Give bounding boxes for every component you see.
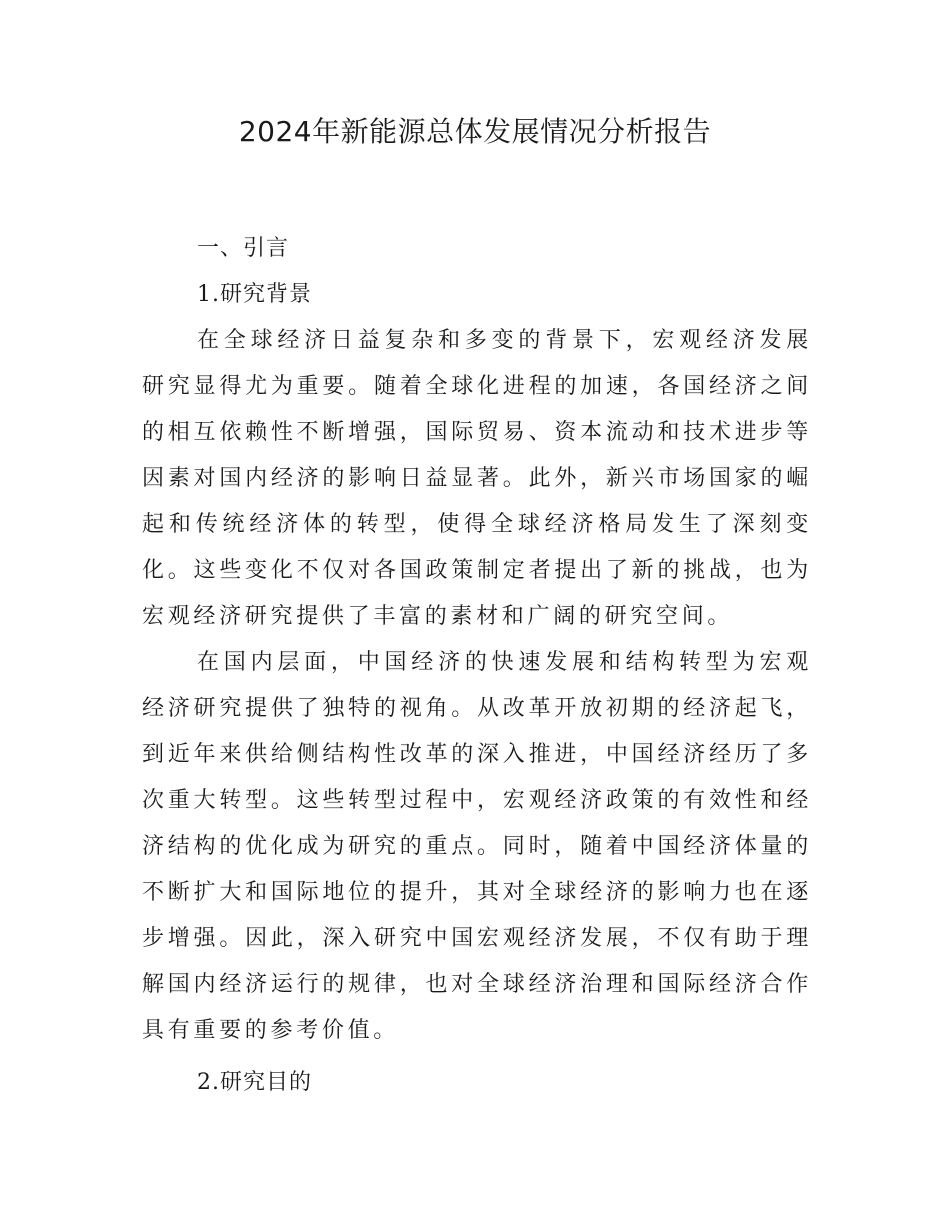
document-title: 2024年新能源总体发展情况分析报告 bbox=[238, 115, 712, 148]
paragraph-background-1: 在全球经济日益复杂和多变的背景下，宏观经济发展研究显得尤为重要。随着全球化进程的加速，各国经济之间的相互依赖性不断增强，国际贸易、资本流动和技术进步等因素对国内经济的影响日益显著。此外，新兴市场国家的崛起和传统经济体的转型，使得全球经济格局发生了深刻变化。这些变化不仅对各国政策制定者提出了新的挑战，也为宏观经济研究提供了丰富的素材和广阔的研究空间。 bbox=[142, 328, 812, 629]
paragraph-background-2: 在国内层面，中国经济的快速发展和结构转型为宏观经济研究提供了独特的视角。从改革开放初期的经济起飞，到近年来供给侧结构性改革的深入推进，中国经济经历了多次重大转型。这些转型过程中，宏观经济政策的有效性和经济结构的优化成为研究的重点。同时，随着中国经济体量的不断扩大和国际地位的提升，其对全球经济的影响力也在逐步增强。因此，深入研究中国宏观经济发展，不仅有助于理解国内经济运行的规律，也对全球经济治理和国际经济合作具有重要的参考价值。 bbox=[142, 650, 812, 1043]
document-body bbox=[142, 226, 812, 1106]
subsection-heading-purpose: 2.研究目的 bbox=[197, 1070, 312, 1095]
subsection-heading-background: 1.研究背景 bbox=[197, 282, 312, 307]
section-heading-introduction: 一、引言 bbox=[197, 236, 290, 261]
